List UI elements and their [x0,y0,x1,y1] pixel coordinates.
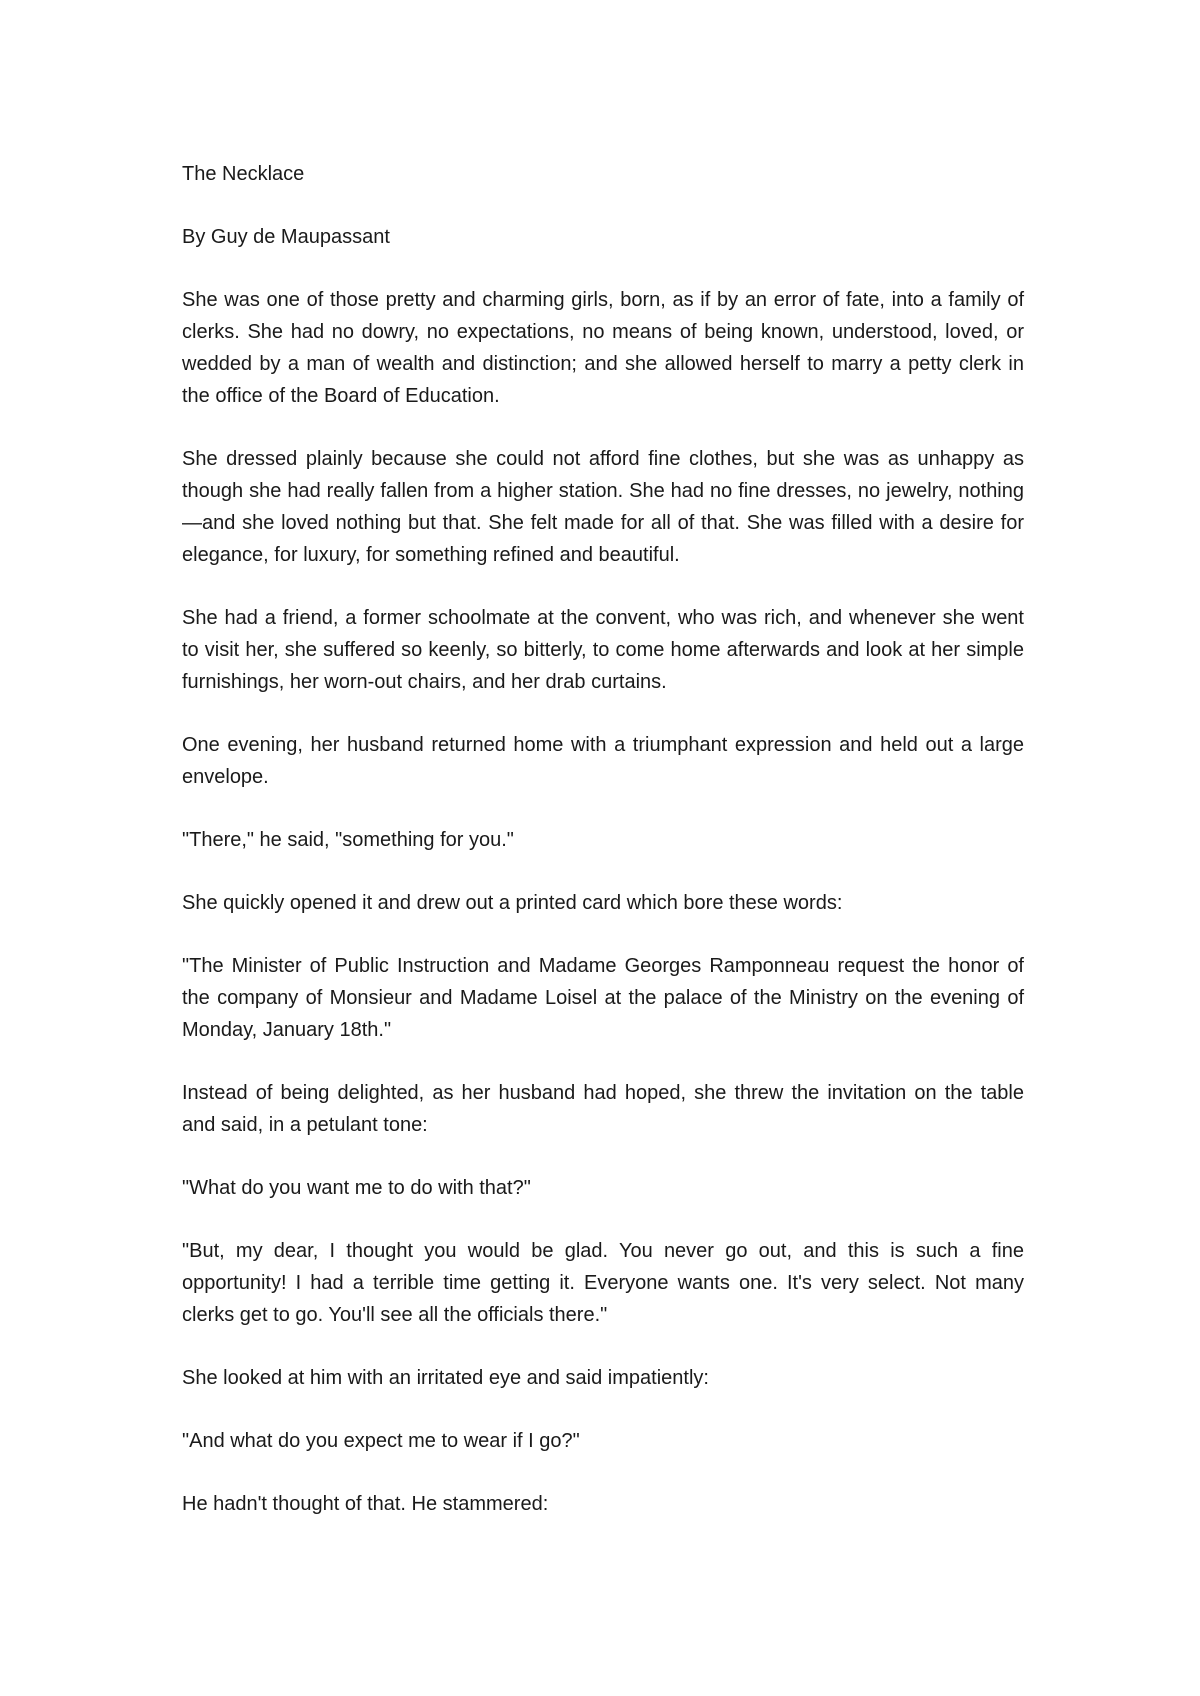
paragraph: "The Minister of Public Instruction and Madame Georges Ramponneau request the honor of the company of Monsieur and Madame Loisel at the palace of the Ministry on the evening of Monday, January 18th." [182,955,1024,1041]
paragraph: She was one of those pretty and charming girls, born, as if by an error of fate, into a family of clerks. She had no dowry, no expectations, no means of being known, understood, loved, or wedded by a man of wealth and distinction; and she allowed herself to marry a petty clerk in the office of the Board of Education. [182,289,1024,407]
document-byline: By Guy de Maupassant [182,226,390,248]
paragraph: "And what do you expect me to wear if I go?" [182,1430,580,1452]
paragraph: He hadn't thought of that. He stammered: [182,1493,549,1515]
paragraph: She dressed plainly because she could not afford fine clothes, but she was as unhappy as though she had really fallen from a higher station. She had no fine dresses, no jewelry, nothing—and she loved nothing but that. She felt made for all of that. She was filled with a desire for elegance, for luxury, for something refined and beautiful. [182,448,1024,566]
document-page [182,158,1024,1551]
document-title: The Necklace [182,163,305,185]
paragraph: She had a friend, a former schoolmate at the convent, who was rich, and whenever she went to visit her, she suffered so keenly, so bitterly, to come home afterwards and look at her simple furnishings, her worn-out chairs, and her drab curtains. [182,607,1024,693]
paragraph: "There," he said, "something for you." [182,829,514,851]
paragraph: One evening, her husband returned home with a triumphant expression and held out a large envelope. [182,734,1024,788]
paragraph: "What do you want me to do with that?" [182,1177,531,1199]
paragraph: "But, my dear, I thought you would be glad. You never go out, and this is such a fine opportunity! I had a terrible time getting it. Everyone wants one. It's very select. Not many clerks get to go. You'll see all the officials there." [182,1240,1024,1326]
paragraph: She quickly opened it and drew out a printed card which bore these words: [182,892,843,914]
paragraph: Instead of being delighted, as her husband had hoped, she threw the invitation on the table and said, in a petulant tone: [182,1082,1024,1136]
paragraph: She looked at him with an irritated eye and said impatiently: [182,1367,709,1389]
